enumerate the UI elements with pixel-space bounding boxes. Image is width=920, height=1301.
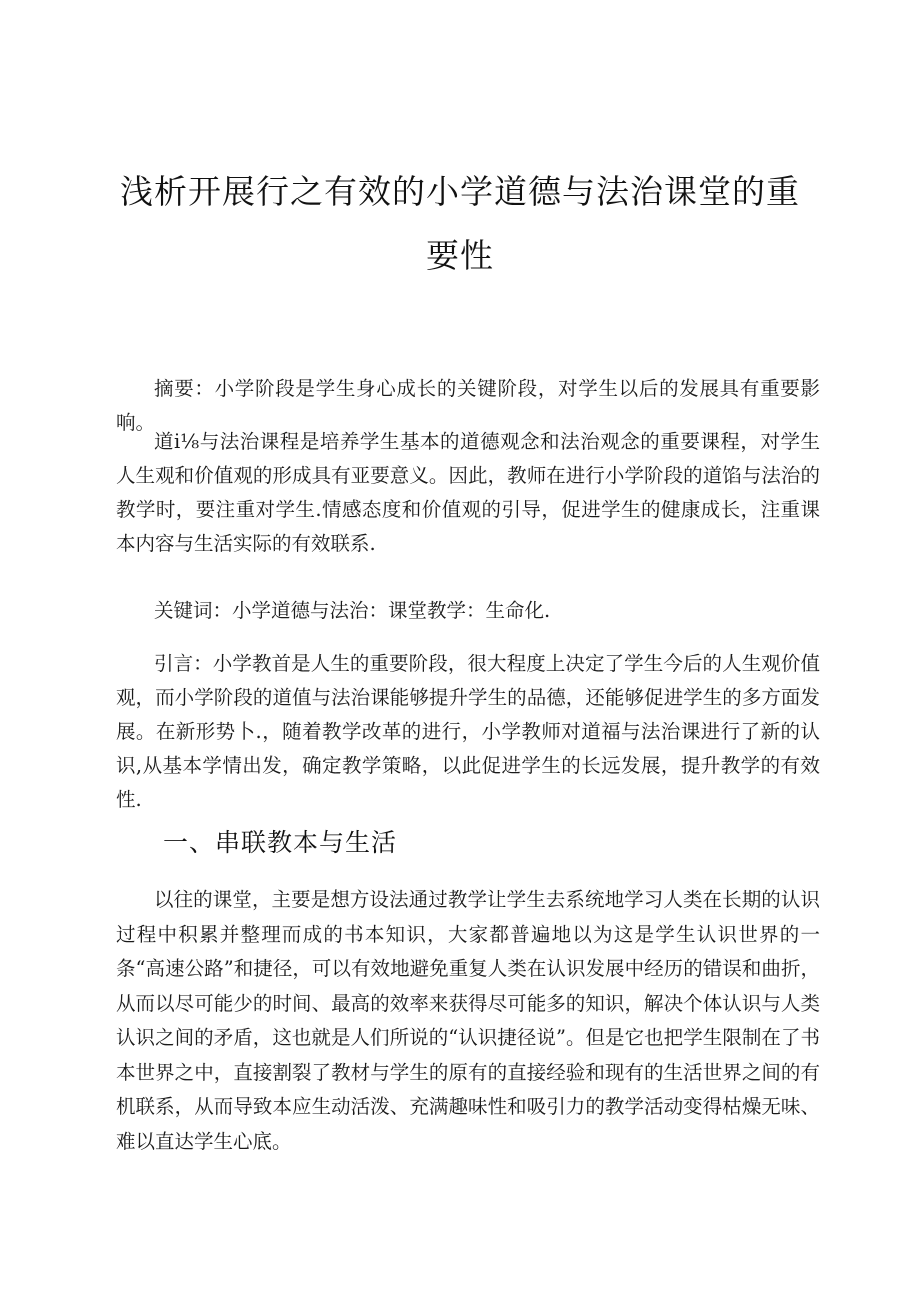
section-heading-1: 一、串联教本与生活 [163,828,398,857]
keywords-paragraph: 关键词：小学道德与法治：课堂教学：生命化. [154,599,551,622]
document-title-line-1: 浅析开展行之有效的小学道德与法治课堂的重 [120,172,800,211]
abstract-body-paragraph: 道i⅛与法治课程是培养学生基本的道德观念和法治观念的重要课程，对学生人生观和价值观的形成具有亚要意义。因此，教师在进行小学阶段的道馅与法治的教学时，要注重对学生.情感态度和价值观的引导，促进学生的健康成长，注重课本内容与生活实际的有效联系. [116,430,820,555]
document-title-line-2: 要性 [426,236,494,275]
section-1-body-paragraph: 以往的课堂，主要是想方设法通过教学让学生去系统地学习人类在长期的认识过程中积累并整理而成的书本知识，大家都普遍地以为这是学生认识世界的一条“高速公路”和捷径，可以有效地避免重复人类在认识发展中经历的错误和曲折，从而以尽可能少的时间、最高的效率来获得尽可能多的知识，解决个体认识与人类认识之间的矛盾，这也就是人们所说的“认识捷径说”。但是它也把学生限制在了书本世界之中，直接割裂了教材与学生的原有的直接经验和现有的生活世界之间的有机联系，从而导致本应生动活泼、充满趣味性和吸引力的教学活动变得枯燥无味、难以直达学生心底。 [116,888,820,1153]
introduction-paragraph: 引言：小学教首是人生的重要阶段，很大程度上决定了学生今后的人生观价值观，而小学阶段的道值与法治课能够提升学生的品德，还能够促进学生的多方面发展。在新形势卜.，随着教学改革的进行，小学教师对道福与法治课进行了新的认识,从基本学情出发，确定教学策略，以此促进学生的长远发展，提升教学的有效性. [116,652,820,811]
abstract-paragraph: 摘要：小学阶段是学生身心成长的关键阶段，对学生以后的发展具有重要影响。 [116,377,820,434]
